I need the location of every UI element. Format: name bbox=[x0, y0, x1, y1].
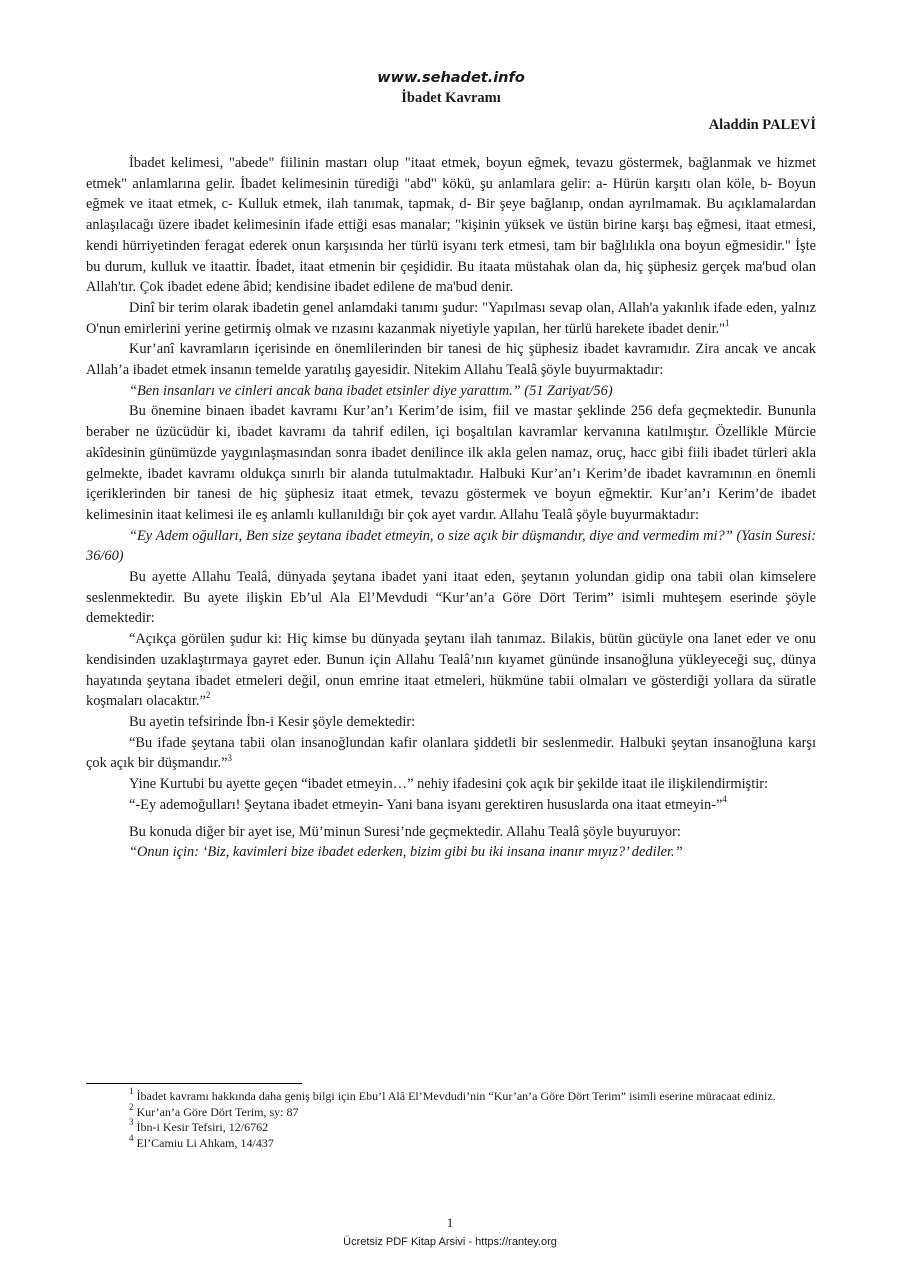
footnote-number: 2 bbox=[129, 1101, 134, 1112]
quote-paragraph bbox=[86, 842, 816, 863]
quote-paragraph bbox=[86, 381, 816, 402]
quote-text: “Ey Adem oğulları, Ben size şeytana ibadet etmeyin, o size açık bir düşmandır, diye and vermedim mi?” (Yasin Suresi: 36/60) bbox=[86, 527, 816, 565]
paragraph bbox=[86, 567, 816, 629]
footnote-number: 4 bbox=[129, 1132, 134, 1143]
page-footer[interactable]: Ücretsiz PDF Kitap Arsivi - https://rantey.org bbox=[343, 1236, 557, 1248]
paragraph bbox=[86, 795, 816, 816]
paragraph-text: “-Ey ademoğulları! Şeytana ibadet etmeyin- Yani bana isyanı gerektiren hususlarda ona itaat etmeyin-” bbox=[129, 796, 723, 813]
footnote-text: İbadet kavramı hakkında daha geniş bilgi için Ebu’l Alâ El’Mevdudi’nin “Kur’an’a Göre Dört Terim” isimli eserine müracaat ediniz. bbox=[136, 1089, 776, 1103]
author-name: Aladdin PALEVİ bbox=[708, 117, 816, 133]
paragraph bbox=[86, 712, 816, 733]
footnote-text: Kur’an’a Göre Dört Terim, sy: 87 bbox=[136, 1104, 299, 1119]
footnote-ref[interactable]: 2 bbox=[205, 690, 211, 701]
paragraph bbox=[86, 733, 816, 774]
paragraph-text: “Bu ifade şeytana tabii olan insanoğlundan kafir olanlara şiddetli bir seslenmedir. Halbuki şeytan insanoğluna karşı çok açık bir düşmandır.” bbox=[86, 734, 816, 772]
paragraph-text: “Açıkça görülen şudur ki: Hiç kimse bu dünyada şeytanı ilah tanımaz. Bilakis, bütün gücüyle ona lanet eder ve onu kendisinden uzaklaştırmaya gayret eder. Bunun için Allahu Tealâ’nın kıyamet gününde insanoğluna yükleyeceği suç, dünya hayatında şeytana ibadet etmeleri değil, onun emrine itaat etmeleri, hükmüne tabii olmaları ve gösterdiği yollara da süratle koşmaları olacaktır.” bbox=[86, 631, 816, 710]
footnote-text: El’Camiu Li Ahkam, 14/437 bbox=[136, 1135, 274, 1150]
footnote bbox=[86, 1086, 816, 1105]
paragraph-text: İbadet kelimesi, "abede" fiilinin mastarı olup "itaat etmek, boyun eğmek, tevazu göstermek, bağlanmak ve hizmet etmek" anlamlarına gelir. İbadet kelimesinin türediği "abd" kökü, şu anlamlara gelir: a- Hürün karşıtı olan köle, b- Boyun eğmek ve itaat etmek, c- Kulluk etmek, ilah tanımak, tapmak, d- Bir şeye bağlanıp, ondan ayrılmamak. Bu açıklamalardan anlaşılacağı üzere ibadet kelimesinin ifade ettiği esas manalar; "kişinin yüksek ve üstün birine karşı baş eğmesi, itaat etmesi, kendi hürriyetinden feragat ederek onun karşısında her türlü isyanı terk etmesi, tam bir bağlılıkla ona boyun eğmesidir." İşte bu durum, kulluk ve itaattir. İbadet, itaat etmenin bir çeşididir. Bu itaata müstahak olan da, hiç şüphesiz gerçek ma'bud olan Allah'tır. Çok ibadet edene âbid; kendisine ibadet edilene de ma'bud denir. bbox=[86, 155, 816, 296]
footnotes bbox=[86, 1086, 816, 1151]
footnote bbox=[86, 1117, 816, 1136]
footnote-ref[interactable]: 3 bbox=[227, 752, 232, 763]
paragraph bbox=[86, 822, 816, 843]
paragraph bbox=[86, 774, 816, 795]
footnote-number: 1 bbox=[129, 1086, 134, 1096]
page-number: 1 bbox=[446, 1215, 454, 1230]
quote-text: “Ben insanları ve cinleri ancak bana ibadet etsinler diye yarattım.” (51 Zariyat/56) bbox=[129, 382, 613, 399]
footnote bbox=[86, 1101, 816, 1121]
footnote-text: İbn-i Kesir Tefsiri, 12/6762 bbox=[136, 1120, 269, 1134]
paragraph-text: Bu konuda diğer bir ayet ise, Mü’minun Suresi’nde geçmektedir. Allahu Tealâ şöyle buyuruyor: bbox=[129, 823, 681, 840]
paragraph bbox=[86, 153, 816, 298]
paragraph bbox=[86, 629, 816, 712]
paragraph bbox=[86, 401, 816, 525]
quote-paragraph bbox=[86, 526, 816, 567]
paragraph bbox=[86, 298, 816, 339]
site-header[interactable]: www.sehadet.info bbox=[377, 70, 525, 86]
paragraph-text: Bu önemine binaen ibadet kavramı Kur’an’ı Kerim’de isim, fiil ve mastar şeklinde 256 defa geçmektedir. Bununla beraber ne üzücüdür ki, ibadet kavramı da tahrif edilen, içi boşaltılan kavramlar kervanına katılmıştır. Özellikle Mürcie akîdesinin günümüzde yaygınlaşmasından sonra ibadet denilince ilk akla gelen namaz, oruç, hacc gibi fiili ibadet türleri akla gelmekte, ibadet kavramı oldukça sınırlı bir alanda tutulmaktadır. Halbuki Kur’an’ı Kerim’de ibadet kavramının en önemli içeriklerinden bir tanesi de hiç şüphesiz itaat etmek, tevazu göstermek ve boyun eğmektir. Kur’an’ı Kerim’de ibadet kelimesinin itaat kelimesi ile eş anlamlı kullanıldığı bir çok ayet vardır. Allahu Tealâ şöyle buyurmaktadır: bbox=[86, 403, 816, 523]
footnote-ref[interactable]: 4 bbox=[722, 794, 727, 804]
paragraph-text: Bu ayetin tefsirinde İbn-i Kesir şöyle demektedir: bbox=[129, 713, 416, 730]
footnote-ref[interactable]: 1 bbox=[725, 317, 730, 328]
paragraph-text: Yine Kurtubi bu ayette geçen “ibadet etmeyin…” nehiy ifadesini çok açık bir şekilde itaat ile ilişkilendirmiştir: bbox=[129, 776, 768, 793]
paragraph-text: Bu ayette Allahu Tealâ, dünyada şeytana ibadet yani itaat eden, şeytanın yolundan gidip ona tabii olan kimselere seslenmektedir. Bu ayete ilişkin Eb’ul Ala El’Mevdudi “Kur’an’a Göre Dört Terim” isimli muhteşem eserinde şöyle demektedir: bbox=[86, 569, 816, 627]
paragraph bbox=[86, 339, 816, 380]
document-title: İbadet Kavramı bbox=[401, 90, 501, 106]
footnote-number: 3 bbox=[129, 1117, 134, 1127]
paragraph-text: Kur’anî kavramların içerisinde en önemlilerinden bir tanesi de hiç şüphesiz ibadet kavramıdır. Zira ancak ve ancak Allah’a ibadet etmek insanın temelde yaratılış gayesidir. Nitekim Allahu Tealâ şöyle buyurmaktadır: bbox=[86, 341, 816, 379]
document-page bbox=[86, 64, 816, 863]
paragraph-text: Dinî bir terim olarak ibadetin genel anlamdaki tanımı şudur: "Yapılması sevap olan, Allah'a yakınlık ifade eden, yalnız O'nun emirlerini yerine getirmiş olmak ve rızasını kazanmak niyetiyle yapılan, her türlü harekete ibadet denir." bbox=[86, 299, 816, 337]
footnote bbox=[86, 1132, 816, 1152]
quote-text: “Onun için: ‘Biz, kavimleri bize ibadet ederken, bizim gibi bu iki insana inanır mıyız?’ dediler.” bbox=[129, 844, 683, 861]
footnote-separator bbox=[86, 1083, 302, 1084]
